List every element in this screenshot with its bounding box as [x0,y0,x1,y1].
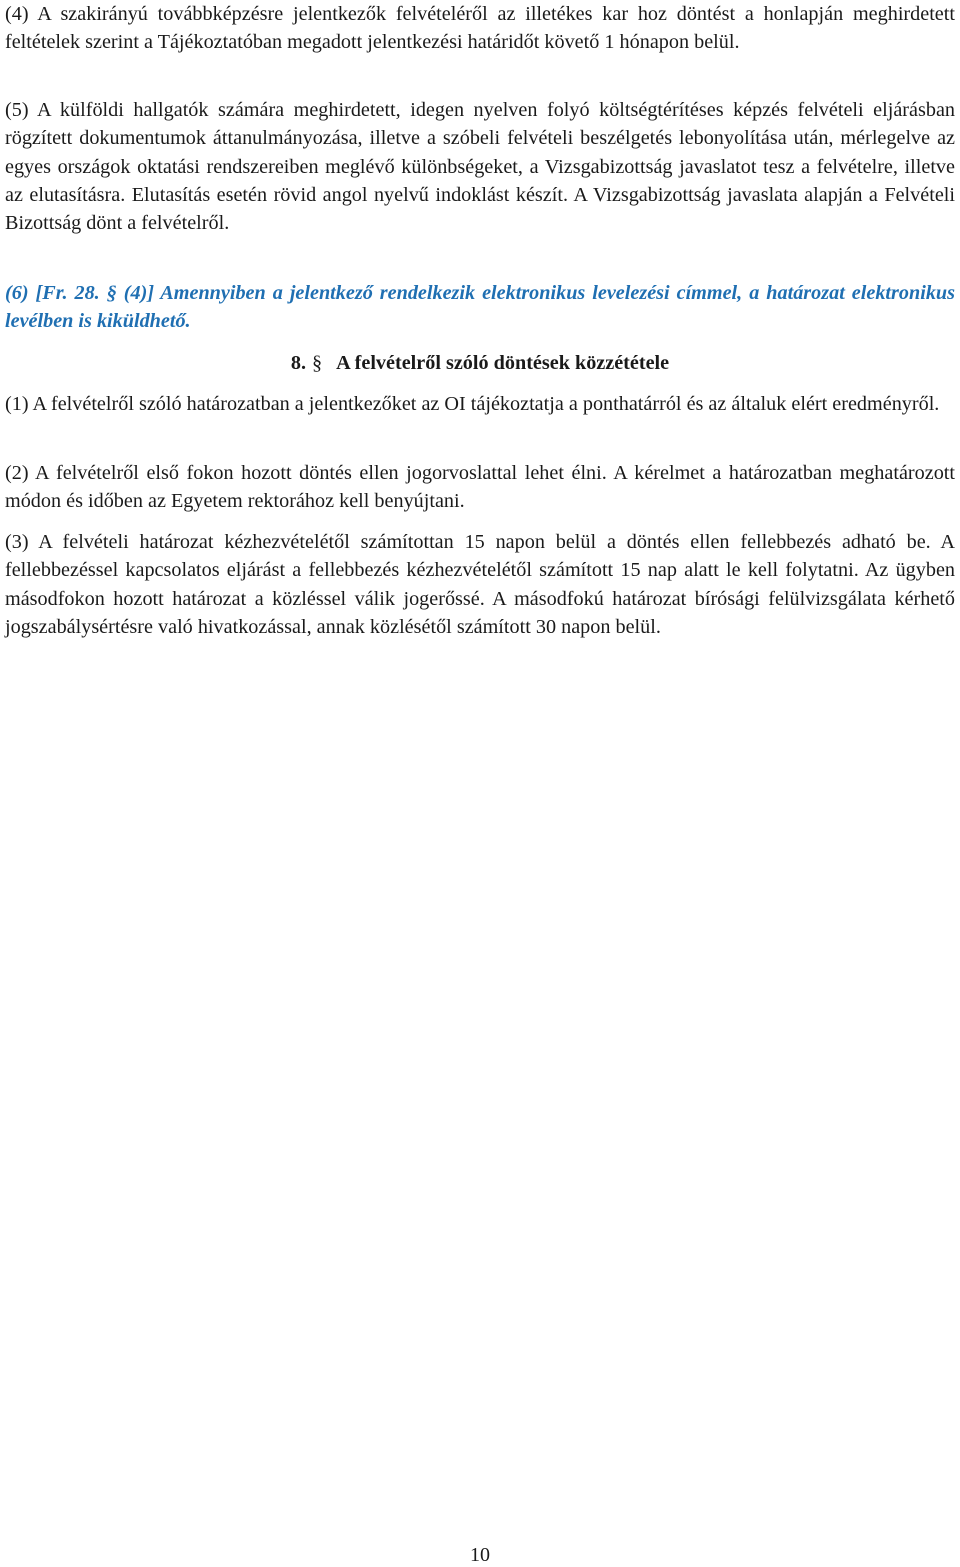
section-paragraph-3: (3) A felvételi határozat kézhezvételétől számítottan 15 napon belül a döntés ellen fellebbezés adható be. A fellebbezéssel kapcsolatos eljárást a fellebbezés kézhezvételétől számított 15 nap alatt le kell folytatni. Az ügyben másodfokon hozott határozat a közléssel válik jogerőssé. A másodfokú határozat bírósági felülvizsgálata kérhető jogszabálysértésre való hivatkozással, annak közlésétől számított 30 napon belül. [5,531,955,638]
section-symbol: § [312,352,323,374]
paragraph-5: (5) A külföldi hallgatók számára meghirdetett, idegen nyelven folyó költségtérítéses képzés felvételi eljárásban rögzített dokumentumok áttanulmányozása, illetve a szóbeli felvételi beszélgetés lebonyolítása után, mérlegelve az egyes országok oktatási rendszereiben meglévő különbségeket, a Vizsgabizottság javaslatot tesz a felvételre, illetve az elutasításra. Elutasítás esetén rövid angol nyelvű indoklást készít. A Vizsgabizottság javaslata alapján a Felvételi Bizottság dönt a felvételről. [5,99,955,235]
page-number: 10 [470,1544,490,1566]
section-title: A felvételről szóló döntések közzététele [336,352,670,374]
paragraph-6-amendment: (6) [Fr. 28. § (4)] Amennyiben a jelentkező rendelkezik elektronikus levelezési címmel, a határozat elektronikus levélben is kiküldhető. [5,282,955,333]
section-paragraph-2: (2) A felvételről első fokon hozott döntés ellen jogorvoslattal lehet élni. A kérelmet a határozatban meghatározott módon és időben az Egyetem rektorához kell benyújtani. [5,462,955,513]
section-paragraph-1: (1) A felvételről szóló határozatban a jelentkezőket az OI tájékoztatja a ponthatárról és az általuk elért eredményről. [5,393,940,415]
section-number: 8. [290,352,307,374]
section-heading [5,349,955,377]
paragraph-4: (4) A szakirányú továbbképzésre jelentkezők felvételéről az illetékes kar hoz döntést a honlapján meghirdetett feltételek szerint a Tájékoztatóban megadott jelentkezési határidőt követő 1 hónapon belül. [5,3,955,54]
